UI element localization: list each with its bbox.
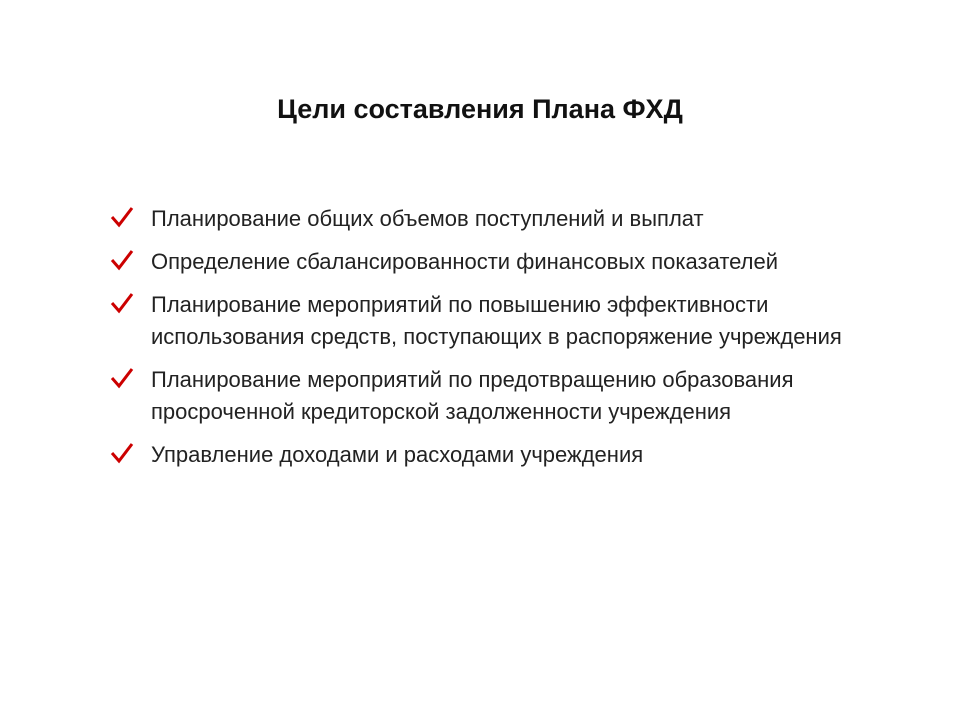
bullet-text: Управление доходами и расходами учреждения: [151, 442, 644, 467]
bullet-text: Планирование мероприятий по предотвращению образования просроченной кредиторской задолженности учреждения: [151, 367, 794, 424]
check-mark-icon: [110, 367, 134, 389]
bullet-list: [110, 203, 870, 482]
bullet-text: Планирование общих объемов поступлений и выплат: [151, 206, 704, 231]
check-mark-icon: [110, 442, 134, 464]
check-mark-icon: [110, 206, 134, 228]
bullet-item: [110, 364, 870, 428]
bullet-text: Планирование мероприятий по повышению эффективности использования средств, поступающих в распоряжение учреждения: [151, 292, 842, 349]
slide-title: Цели составления Плана ФХД: [277, 94, 683, 124]
check-mark-icon: [110, 249, 134, 271]
bullet-item: [110, 439, 870, 471]
bullet-item: [110, 289, 870, 353]
bullet-text: Определение сбалансированности финансовых показателей: [151, 249, 779, 274]
check-mark-icon: [110, 292, 134, 314]
bullet-item: [110, 203, 870, 235]
bullet-item: [110, 246, 870, 278]
